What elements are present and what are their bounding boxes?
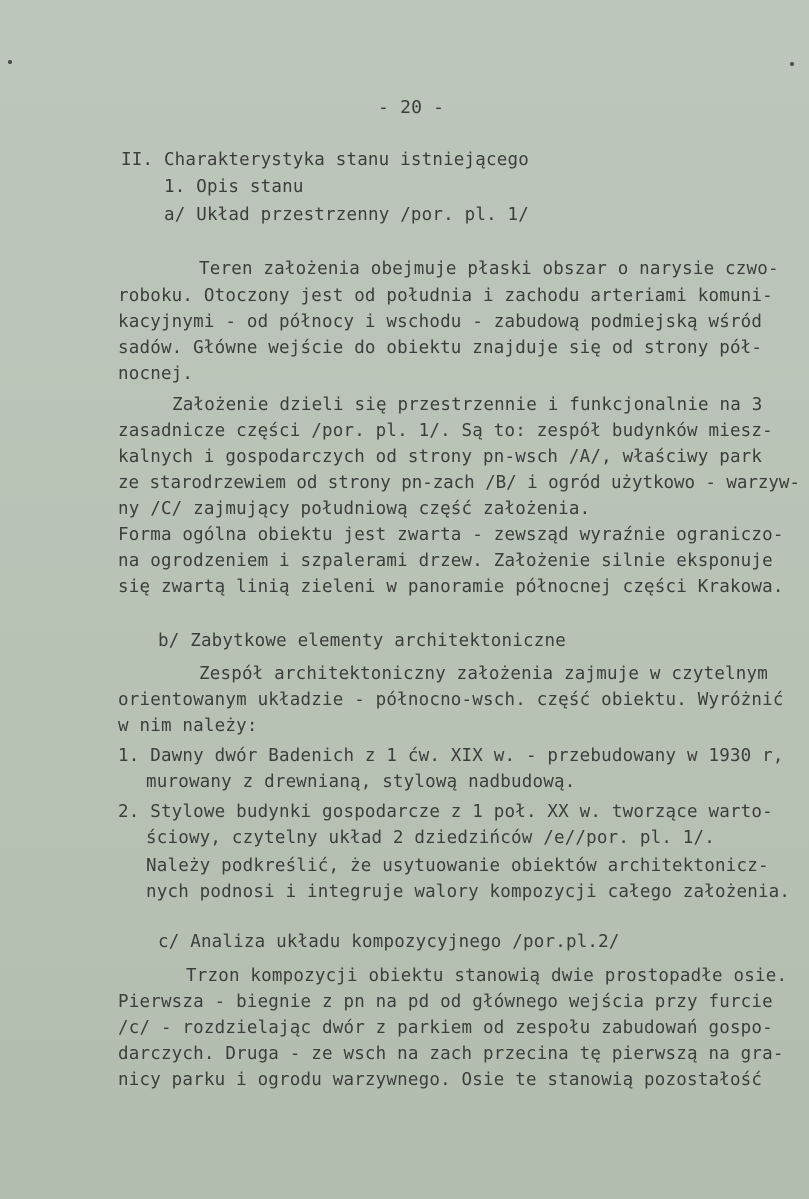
- paragraph-line: Teren założenia obejmuje płaski obszar o narysie czwo-: [199, 259, 779, 279]
- paragraph-line: nych podnosi i integruje walory kompozycji całego założenia.: [146, 882, 791, 902]
- paragraph-line: orientowanym układzie - północno-wsch. część obiektu. Wyróżnić: [118, 690, 784, 710]
- paragraph-line: Należy podkreślić, że usytuowanie obiektów architektonicz-: [146, 856, 769, 876]
- edge-dot-mark: [8, 60, 12, 64]
- list-item: 1. Dawny dwór Badenich z 1 ćw. XIX w. - przebudowany w 1930 r,: [118, 746, 784, 766]
- paragraph-line: ze starodrzewiem od strony pn-zach /B/ i ogród użytkowo - warzyw-: [118, 473, 800, 493]
- paragraph-line: darczych. Druga - ze wsch na zach przecina tę pierwszą na gra-: [118, 1044, 784, 1064]
- paragraph-line: kalnych i gospodarczych od strony pn-wsch /A/, właściwy park: [118, 447, 763, 467]
- subheading-c: c/ Analiza układu kompozycyjnego /por.pl.2/: [158, 932, 620, 952]
- paragraph-line: roboku. Otoczony jest od południa i zachodu arteriami komuni-: [118, 286, 773, 306]
- paragraph-line: Forma ogólna obiektu jest zwarta - zewsząd wyraźnie ograniczo-: [118, 525, 784, 545]
- paragraph-line: sadów. Główne wejście do obiektu znajduje się od strony pół-: [118, 338, 763, 358]
- subheading-b: b/ Zabytkowe elementy architektoniczne: [158, 631, 566, 651]
- paragraph-line: ny /C/ zajmujący południową część założenia.: [118, 499, 591, 519]
- edge-dot-mark: [790, 62, 794, 66]
- paragraph-line: kacyjnymi - od północy i wschodu - zabudową podmiejską wśród: [118, 312, 763, 332]
- paragraph-line: Pierwsza - biegnie z pn na pd od głównego wejścia przy furcie: [118, 992, 773, 1012]
- page-number: - 20 -: [378, 97, 445, 118]
- paragraph-line: się zwartą linią zieleni w panoramie północnej części Krakowa.: [118, 577, 784, 597]
- list-item-continuation: ściowy, czytelny układ 2 dziedzińców /e//por. pl. 1/.: [146, 828, 716, 848]
- paragraph-line: /c/ - rozdzielając dwór z parkiem od zespołu zabudowań gospo-: [118, 1018, 773, 1038]
- paragraph-line: zasadnicze części /por. pl. 1/. Są to: zespół budynków miesz-: [118, 421, 773, 441]
- paragraph-line: nocnej.: [118, 364, 194, 384]
- paragraph-line: Założenie dzieli się przestrzennie i funkcjonalnie na 3: [172, 395, 763, 415]
- section-heading: II. Charakterystyka stanu istniejącego: [121, 150, 529, 170]
- subheading-a: a/ Układ przestrzenny /por. pl. 1/: [164, 205, 530, 225]
- list-item: 2. Stylowe budynki gospodarcze z 1 poł. XX w. tworzące warto-: [118, 802, 773, 822]
- paragraph-line: Zespół architektoniczny założenia zajmuje w czytelnym: [199, 664, 769, 684]
- paragraph-line: na ogrodzeniem i szpalerami drzew. Założenie silnie eksponuje: [118, 551, 773, 571]
- paragraph-line: Trzon kompozycji obiektu stanowią dwie prostopadłe osie.: [186, 966, 788, 986]
- list-item-continuation: murowany z drewnianą, stylową nadbudową.: [146, 772, 576, 792]
- paragraph-line: w nim należy:: [118, 716, 258, 736]
- subheading-1: 1. Opis stanu: [164, 177, 304, 197]
- paragraph-line: nicy parku i ogrodu warzywnego. Osie te stanowią pozostałość: [118, 1070, 763, 1090]
